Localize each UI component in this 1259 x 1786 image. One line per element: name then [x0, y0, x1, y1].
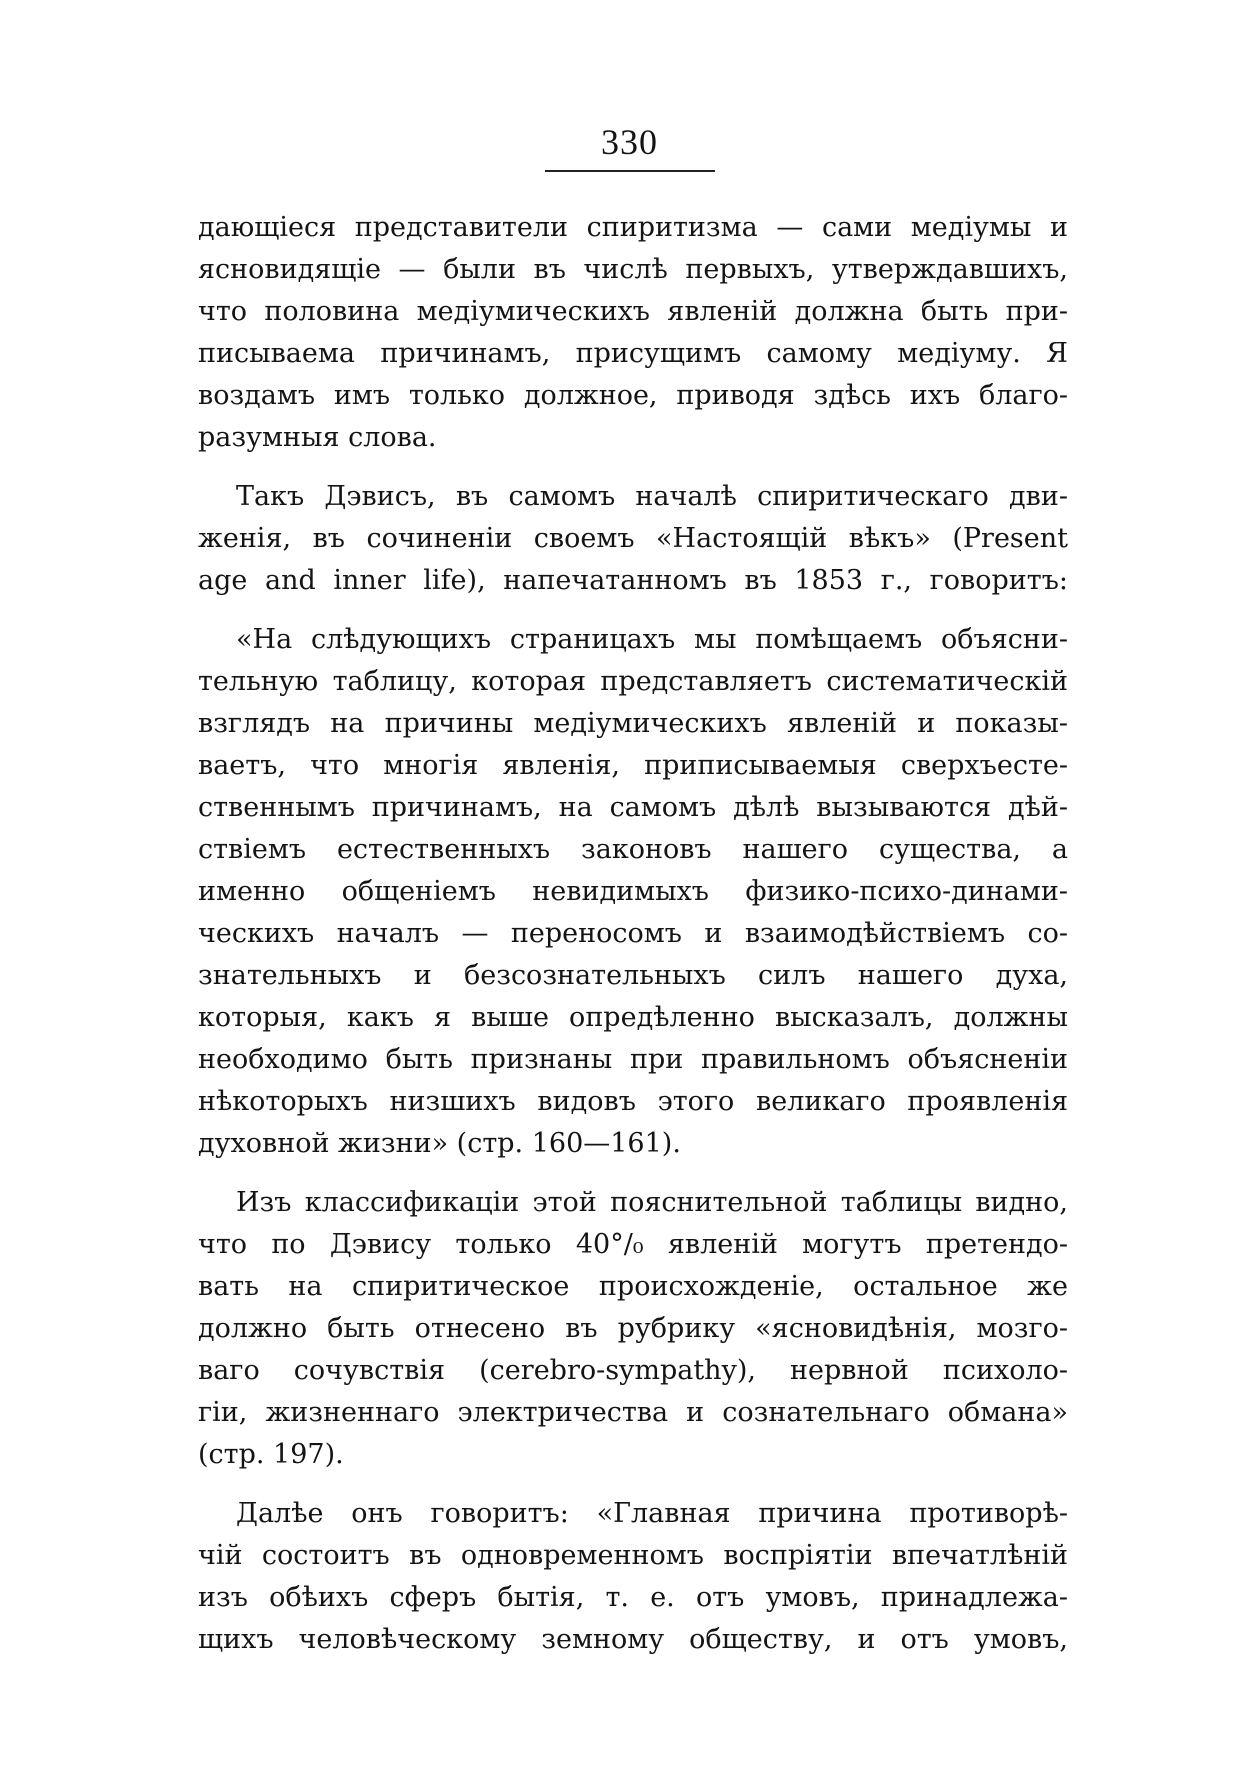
text-line: нѣкоторыхъ низшихъ видовъ этого великаго проявленія: [198, 1086, 1068, 1117]
text-line: необходимо быть признаны при правильномъ объясненіи: [198, 1044, 1068, 1075]
text-line: чій состоитъ въ одновременномъ воспріятіи впечатлѣній: [198, 1540, 1068, 1571]
text-line: духовной жизни» (стр. 160—161).: [198, 1128, 681, 1159]
text-line: ваго сочувствія (cerebro-sympathy), нервной психоло-: [198, 1355, 1068, 1386]
text-line: дающіеся представители спиритизма — сами медіумы и: [198, 212, 1068, 243]
text-line: должно быть отнесено въ рубрику «ясновидѣнія, мозго-: [198, 1313, 1068, 1344]
text-line: гіи, жизненнаго электричества и сознательнаго обмана»: [198, 1397, 1068, 1428]
text-line: вать на спиритическое происхожденіе, остальное же: [198, 1271, 1068, 1302]
text-line: именно общеніемъ невидимыхъ физико-психо-динами-: [198, 876, 1068, 907]
text-line: (стр. 197).: [198, 1439, 344, 1470]
text-line: взглядъ на причины медіумическихъ явленій и показы-: [198, 708, 1068, 739]
text-line: знательныхъ и безсознательныхъ силъ нашего духа,: [198, 960, 1068, 991]
text-line: изъ обѣихъ сферъ бытія, т. е. отъ умовъ, принадлежа-: [198, 1582, 1068, 1613]
text-line: что половина медіумическихъ явленій должна быть при-: [198, 296, 1068, 327]
text-line: писываема причинамъ, присущимъ самому медіуму. Я: [198, 338, 1068, 369]
body-text: [198, 207, 1068, 1661]
text-line: age and inner life), напечатанномъ въ 1853 г., говоритъ:: [198, 565, 1068, 596]
page-number: 330: [601, 122, 658, 162]
text-line: разумныя слова.: [198, 422, 437, 453]
text-line: тельную таблицу, которая представляетъ систематическій: [198, 666, 1068, 697]
text-line: ческихъ началъ — переносомъ и взаимодѣйствіемъ со-: [198, 918, 1068, 949]
header-rule: [545, 170, 715, 172]
text-line: «На слѣдующихъ страницахъ мы помѣщаемъ объясни-: [236, 624, 1068, 655]
text-line: щихъ человѣческому земному обществу, и отъ умовъ,: [198, 1624, 1068, 1655]
text-line: Изъ классификаціи этой пояснительной таблицы видно,: [236, 1187, 1068, 1218]
text-line: женія, въ сочиненіи своемъ «Настоящій вѣкъ» (Present: [198, 523, 1068, 554]
text-line: ственнымъ причинамъ, на самомъ дѣлѣ вызываются дѣй-: [198, 792, 1068, 823]
text-line: ясновидящіе — были въ числѣ первыхъ, утверждавшихъ,: [198, 254, 1068, 285]
text-line: что по Дэвису только 40°/₀ явленій могутъ претендо-: [198, 1229, 1068, 1260]
text-line: ствіемъ естественныхъ законовъ нашего существа, а: [198, 834, 1068, 865]
text-line: воздамъ имъ только должное, приводя здѣсь ихъ благо-: [198, 380, 1068, 411]
text-line: ваетъ, что многія явленія, приписываемыя сверхъесте-: [198, 750, 1068, 781]
text-line: Такъ Дэвисъ, въ самомъ началѣ спиритическаго дви-: [236, 481, 1068, 512]
text-line: которыя, какъ я выше опредѣленно высказалъ, должны: [198, 1002, 1068, 1033]
text-line: Далѣе онъ говоритъ: «Главная причина противорѣ-: [236, 1498, 1068, 1529]
